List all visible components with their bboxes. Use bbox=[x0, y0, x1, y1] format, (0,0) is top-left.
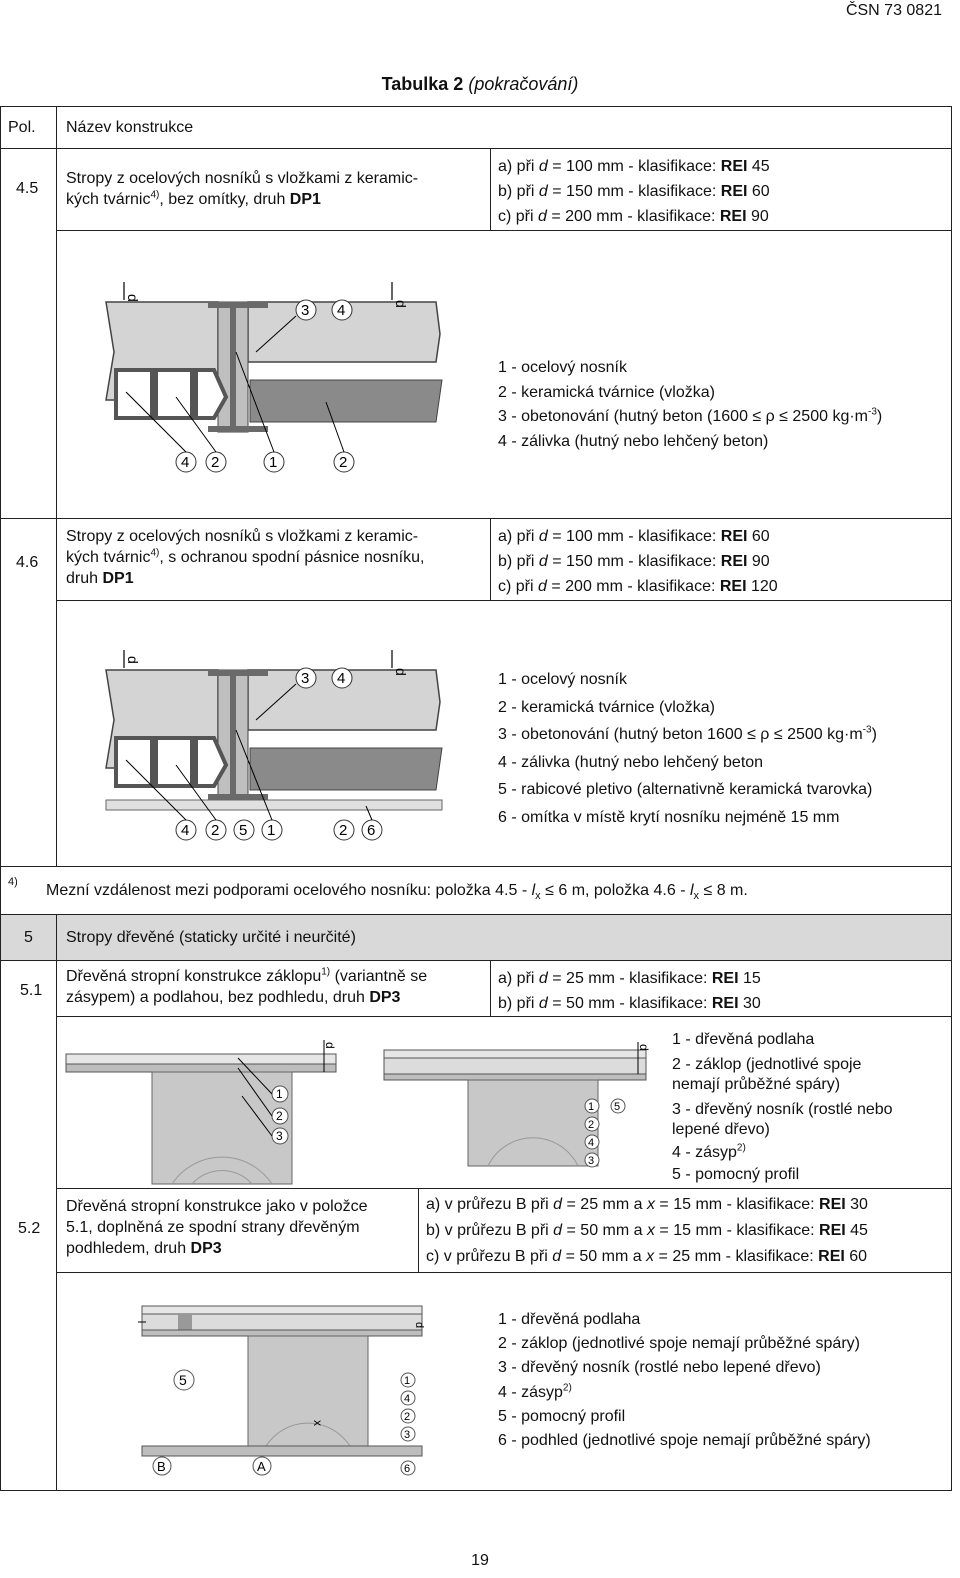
class-line: c) při d = 200 mm - klasifikace: REI 90 bbox=[498, 208, 769, 225]
label-4-bottom: 4 bbox=[181, 822, 190, 839]
legend-item: 2 - záklop (jednotlivé spoje bbox=[672, 1055, 862, 1073]
timber-beam bbox=[468, 1080, 598, 1166]
figure-5-2-floor-with-ceiling bbox=[138, 1302, 438, 1482]
row-5-1-name-line2: zásypem) a podlahou, bez podhledu, druh DP3 bbox=[66, 989, 401, 1006]
row-4-5-name-line2: kých tvárnic$^{4)}$, bez omítky, druh DP1 bbox=[66, 189, 321, 208]
label-4: 4 bbox=[337, 302, 346, 319]
label-d-right: d bbox=[393, 300, 409, 308]
row-4-6-legend bbox=[498, 666, 877, 831]
class-line: b) při d = 150 mm - klasifikace: REI 60 bbox=[498, 183, 770, 200]
table-title-continuation: (pokračování) bbox=[468, 74, 579, 94]
block-cell bbox=[116, 370, 152, 418]
bottom-flange bbox=[208, 794, 268, 800]
row-5-name: Stropy dřevěné (staticky určité i neurčité) bbox=[66, 929, 356, 946]
row-4-6-name-line1: Stropy z ocelových nosníků s vložkami z keramic- bbox=[66, 528, 419, 545]
col-header-pol: Pol. bbox=[8, 119, 36, 136]
web bbox=[230, 676, 236, 794]
legend-item: 5 - pomocný profil bbox=[672, 1166, 800, 1183]
label-d-right: d bbox=[393, 668, 409, 676]
row-4-5-pol: 4.5 bbox=[16, 180, 39, 197]
label-2: 2 bbox=[588, 1119, 595, 1131]
floor-boards bbox=[384, 1050, 646, 1058]
web bbox=[230, 308, 236, 426]
row-5-2-name-line3: podhledem, druh DP3 bbox=[66, 1240, 222, 1257]
figure-5-1-floor-without-fill bbox=[62, 1036, 352, 1186]
label-5-bottom: 5 bbox=[239, 822, 248, 839]
row-5-pol: 5 bbox=[24, 929, 33, 946]
row-5-1-legend bbox=[672, 1030, 893, 1186]
figure-5-1-floor-with-fill bbox=[380, 1040, 660, 1170]
class-line: a) při d = 100 mm - klasifikace: REI 60 bbox=[498, 528, 770, 545]
legend-item: 1 - ocelový nosník bbox=[498, 671, 627, 688]
floor-boards bbox=[66, 1054, 336, 1064]
row-5-2-name-line2: 5.1, doplněná ze spodní strany dřevěným bbox=[66, 1219, 360, 1236]
label-4: 4 bbox=[404, 1393, 411, 1405]
legend-item: nemají průběžné spáry) bbox=[672, 1076, 841, 1093]
label-d: d bbox=[413, 1322, 425, 1329]
row-4-5-name-line1: Stropy z ocelových nosníků s vložkami z keramic- bbox=[66, 170, 419, 187]
label-1-bottom: 1 bbox=[267, 822, 276, 839]
row-5-2-classification bbox=[426, 1192, 868, 1270]
row-5-2-name bbox=[66, 1196, 416, 1259]
label-d: d bbox=[125, 656, 141, 664]
label-3: 3 bbox=[301, 670, 310, 687]
label-3: 3 bbox=[404, 1429, 411, 1441]
label-d: d bbox=[125, 294, 141, 302]
label-5: 5 bbox=[179, 1372, 187, 1388]
label-2-bottom-right: 2 bbox=[339, 822, 348, 839]
footnote-text: Mezní vzdálenost mezi podporami ocelového nosníku: položka $4.5 - l_x \le 6$ m, položka $4.6 - l_x \le 8$ m. bbox=[46, 882, 748, 903]
floor-boards bbox=[142, 1306, 422, 1314]
timber-beam bbox=[152, 1072, 292, 1184]
footnote-mark: 4) bbox=[8, 876, 18, 888]
class-line: b) při d = 50 mm - klasifikace: REI 30 bbox=[498, 995, 761, 1012]
class-line: a) v průřezu B při d = 25 mm a x = 15 mm - klasifikace: REI 30 bbox=[426, 1196, 868, 1213]
col-header-name: Název konstrukce bbox=[66, 119, 194, 136]
row-5-2-pol: 5.2 bbox=[18, 1220, 41, 1237]
label-3: 3 bbox=[588, 1155, 595, 1167]
label-2-bottom-right: 2 bbox=[339, 454, 348, 471]
class-line: b) při d = 150 mm - klasifikace: REI 90 bbox=[498, 553, 770, 570]
legend-item: 4 - zálivka (hutný nebo lehčený beton) bbox=[498, 432, 769, 450]
legend-item: 4 - zásyp$^{2)}$ bbox=[498, 1382, 572, 1401]
row-4-6-classification bbox=[498, 524, 778, 599]
legend-item: 4 - zásyp$^{2)}$ bbox=[672, 1142, 746, 1161]
standard-code: ČSN 73 0821 bbox=[845, 2, 942, 19]
deck-boards bbox=[66, 1064, 336, 1072]
fill-layer bbox=[384, 1058, 646, 1074]
row-4-5-legend bbox=[498, 356, 882, 454]
label-B: B bbox=[157, 1459, 166, 1474]
label-1: 1 bbox=[588, 1101, 595, 1113]
label-4: 4 bbox=[337, 670, 346, 687]
label-2: 2 bbox=[404, 1411, 411, 1423]
row-5-2-name-line1: Dřevěná stropní konstrukce jako v položce bbox=[66, 1198, 368, 1215]
row-5-2-legend bbox=[498, 1308, 871, 1453]
bottom-flange bbox=[208, 426, 268, 432]
plaster-layer bbox=[106, 800, 442, 810]
figure-4-6-steel-beam-protected-flange bbox=[96, 640, 456, 850]
table-title-main: Tabulka 2 bbox=[381, 74, 464, 94]
label-4-bottom: 4 bbox=[181, 454, 190, 471]
label-6-bottom: 6 bbox=[367, 822, 376, 839]
label-1: 1 bbox=[404, 1375, 411, 1387]
legend-item: 1 - ocelový nosník bbox=[498, 359, 627, 376]
legend-item: 6 - podhled (jednotlivé spoje nemají průběžné spáry) bbox=[498, 1432, 871, 1450]
table-title bbox=[0, 74, 960, 95]
class-line: c) při d = 200 mm - klasifikace: REI 120 bbox=[498, 578, 778, 595]
legend-item: 5 - rabicové pletivo (alternativně keramická tvarovka) bbox=[498, 781, 873, 798]
label-x: x bbox=[311, 1420, 325, 1426]
legend-item: 2 - keramická tvárnice (vložka) bbox=[498, 698, 715, 716]
label-d: d bbox=[637, 1044, 651, 1051]
block-right bbox=[250, 380, 442, 422]
label-2-bottom: 2 bbox=[211, 822, 220, 839]
label-3: 3 bbox=[276, 1129, 283, 1143]
block-cell bbox=[116, 738, 152, 786]
row-5-1-name bbox=[66, 966, 486, 1008]
row-4-6-name-line3: druh DP1 bbox=[66, 570, 134, 587]
deck-boards bbox=[142, 1330, 422, 1336]
class-line: a) při d = 100 mm - klasifikace: REI 45 bbox=[498, 158, 770, 175]
ceiling-boards bbox=[142, 1446, 422, 1456]
legend-item: 4 - zálivka (hutný nebo lehčený beton bbox=[498, 753, 764, 771]
label-d: d bbox=[323, 1042, 337, 1049]
legend-item: 6 - omítka v místě krytí nosníku nejméně 15 mm bbox=[498, 808, 840, 826]
label-2-bottom: 2 bbox=[211, 454, 220, 471]
legend-item: 1 - dřevěná podlaha bbox=[672, 1031, 815, 1048]
class-line: b) v průřezu B při d = 50 mm a x = 15 mm - klasifikace: REI 45 bbox=[426, 1222, 868, 1239]
label-4: 4 bbox=[588, 1137, 595, 1149]
label-2: 2 bbox=[276, 1109, 283, 1123]
deck-boards bbox=[384, 1074, 646, 1080]
legend-item: 2 - keramická tvárnice (vložka) bbox=[498, 383, 715, 401]
legend-item: 3 - obetonování (hutný beton (1600 ≤ ρ ≤ 2500 $kg\cdot m^{-3}$) bbox=[498, 406, 883, 425]
row-4-6-name-line2: kých tvárnic$^{4)}$, s ochranou spodní pásnice nosníku, bbox=[66, 547, 425, 566]
top-flange bbox=[208, 302, 268, 308]
legend-item: 1 - dřevěná podlaha bbox=[498, 1311, 641, 1328]
label-1-bottom: 1 bbox=[269, 454, 278, 471]
figure-4-5-steel-beam-ceramic-blocks bbox=[96, 272, 456, 482]
row-4-5-classification bbox=[498, 154, 770, 229]
row-5-1-classification bbox=[498, 966, 761, 1016]
legend-item: 2 - záklop (jednotlivé spoje nemají průběžné spáry) bbox=[498, 1335, 860, 1353]
top-flange bbox=[208, 670, 268, 676]
class-line: c) v průřezu B při d = 50 mm a x = 25 mm - klasifikace: REI 60 bbox=[426, 1248, 868, 1265]
aux-profile bbox=[178, 1314, 192, 1330]
label-6: 6 bbox=[404, 1463, 411, 1475]
page-number: 19 bbox=[471, 1552, 489, 1569]
timber-beam bbox=[248, 1336, 368, 1446]
legend-item: lepené dřevo) bbox=[672, 1121, 770, 1138]
legend-item: 3 - dřevěný nosník (rostlé nebo lepené dřevo) bbox=[498, 1359, 821, 1377]
row-5-1-name-line1: Dřevěná stropní konstrukce záklopu$^{1)}$ (variantně se bbox=[66, 966, 428, 985]
label-A: A bbox=[257, 1459, 266, 1474]
label-1: 1 bbox=[276, 1087, 283, 1101]
legend-item: 3 - dřevěný nosník (rostlé nebo bbox=[672, 1100, 893, 1118]
row-4-6-pol: 4.6 bbox=[16, 554, 39, 571]
row-5-1-pol: 5.1 bbox=[20, 982, 43, 999]
row-4-5-name bbox=[66, 168, 486, 210]
class-line: a) při d = 25 mm - klasifikace: REI 15 bbox=[498, 970, 761, 987]
block-right bbox=[250, 748, 442, 790]
label-5: 5 bbox=[614, 1101, 621, 1113]
label-3: 3 bbox=[301, 302, 310, 319]
legend-item: 3 - obetonování (hutný beton 1600 ≤ ρ ≤ 2500 $kg\cdot m^{-3}$) bbox=[498, 724, 877, 743]
legend-item: 5 - pomocný profil bbox=[498, 1407, 626, 1425]
row-4-6-name bbox=[66, 526, 486, 589]
